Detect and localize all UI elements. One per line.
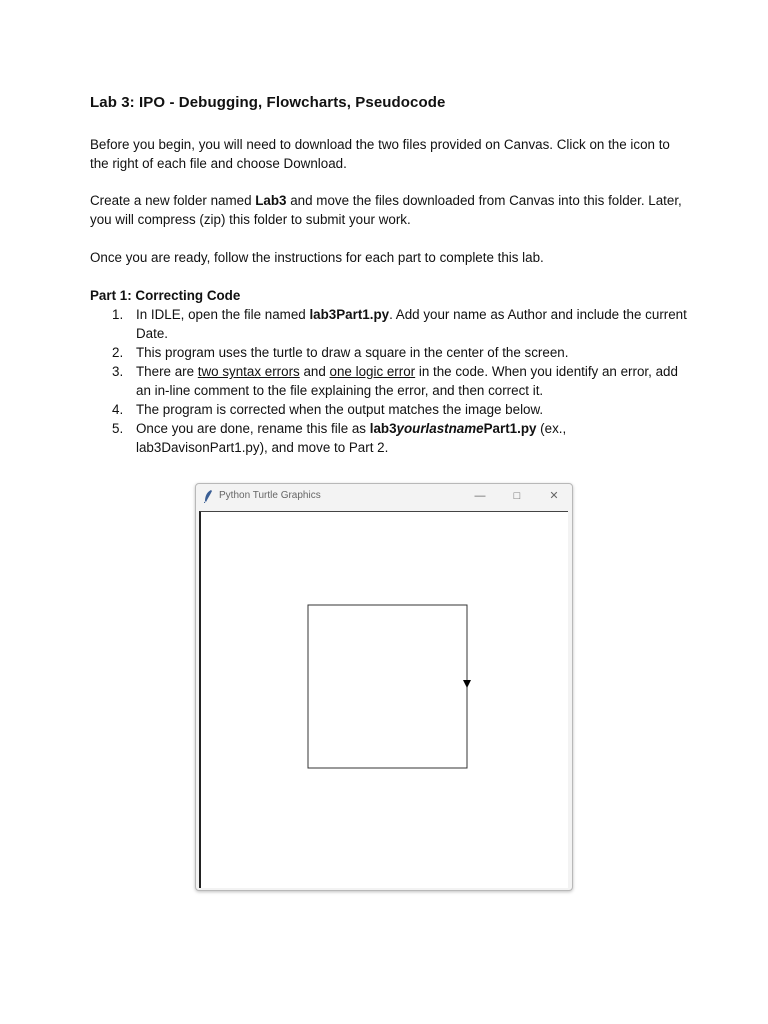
- step-number: 4.: [112, 402, 124, 417]
- step-5: [90, 419, 690, 457]
- intro-paragraph-folder: [90, 191, 690, 229]
- filename-lastname: yourlastname: [396, 421, 484, 436]
- intro-paragraph-download: Before you begin, you will need to download the two files provided on Canvas. Click on the icon to the right of each file and choose Download.: [90, 137, 670, 171]
- folder-text-before: Create a new folder named: [90, 193, 256, 208]
- folder-name: Lab3: [255, 193, 287, 208]
- step-text: (ex., lab3DavisonPart1.py), and move to Part 2.: [136, 421, 567, 455]
- step-text: Once you are done, rename this file as: [136, 421, 370, 436]
- page-title: Lab 3: IPO - Debugging, Flowcharts, Pseudocode: [90, 94, 446, 111]
- folder-text-after: and move the files downloaded from Canvas into this folder. Later, you will compress (zip) this folder to submit your work.: [90, 193, 682, 227]
- filename-suffix: Part1.py: [483, 421, 537, 436]
- feather-icon: [204, 490, 213, 503]
- step-number: 2.: [112, 345, 124, 360]
- drawn-square: [308, 605, 467, 768]
- step-4: [90, 400, 690, 419]
- turtle-window-screenshot: [195, 483, 573, 891]
- part1-steps: [90, 305, 690, 457]
- turtle-canvas: [199, 511, 568, 888]
- step-number: 3.: [112, 364, 124, 379]
- step-text: in the code. When you identify an error, add an in-line comment to the file explaining the error, and then correct it.: [136, 364, 678, 398]
- close-icon: ✕: [549, 490, 559, 502]
- step-number: 5.: [112, 421, 124, 436]
- turtle-arrow-icon: [463, 680, 471, 688]
- turtle-drawing: [201, 512, 568, 888]
- step-3: [90, 362, 690, 400]
- intro-paragraph-ready: Once you are ready, follow the instructions for each part to complete this lab.: [90, 250, 544, 265]
- step-text: In IDLE, open the file named: [136, 307, 310, 322]
- filename: lab3Part1.py: [309, 307, 390, 322]
- step-2: [90, 343, 690, 362]
- logic-error-underlined: one logic error: [329, 364, 416, 379]
- step-text: This program uses the turtle to draw a square in the center of the screen.: [136, 345, 569, 360]
- part1-heading: Part 1: Correcting Code: [90, 288, 241, 303]
- window-title: Python Turtle Graphics: [219, 490, 321, 501]
- step-text: The program is corrected when the output matches the image below.: [136, 402, 544, 417]
- maximize-icon: □: [513, 490, 521, 502]
- syntax-errors-underlined: two syntax errors: [197, 364, 300, 379]
- step-text: . Add your name as Author and include the current Date.: [136, 307, 687, 341]
- step-number: 1.: [112, 307, 124, 322]
- step-1: [90, 305, 690, 343]
- step-text: and: [299, 364, 330, 379]
- minimize-icon: —: [474, 490, 486, 502]
- filename-prefix: lab3: [369, 421, 397, 436]
- window-titlebar: [196, 484, 572, 509]
- step-text: There are: [136, 364, 198, 379]
